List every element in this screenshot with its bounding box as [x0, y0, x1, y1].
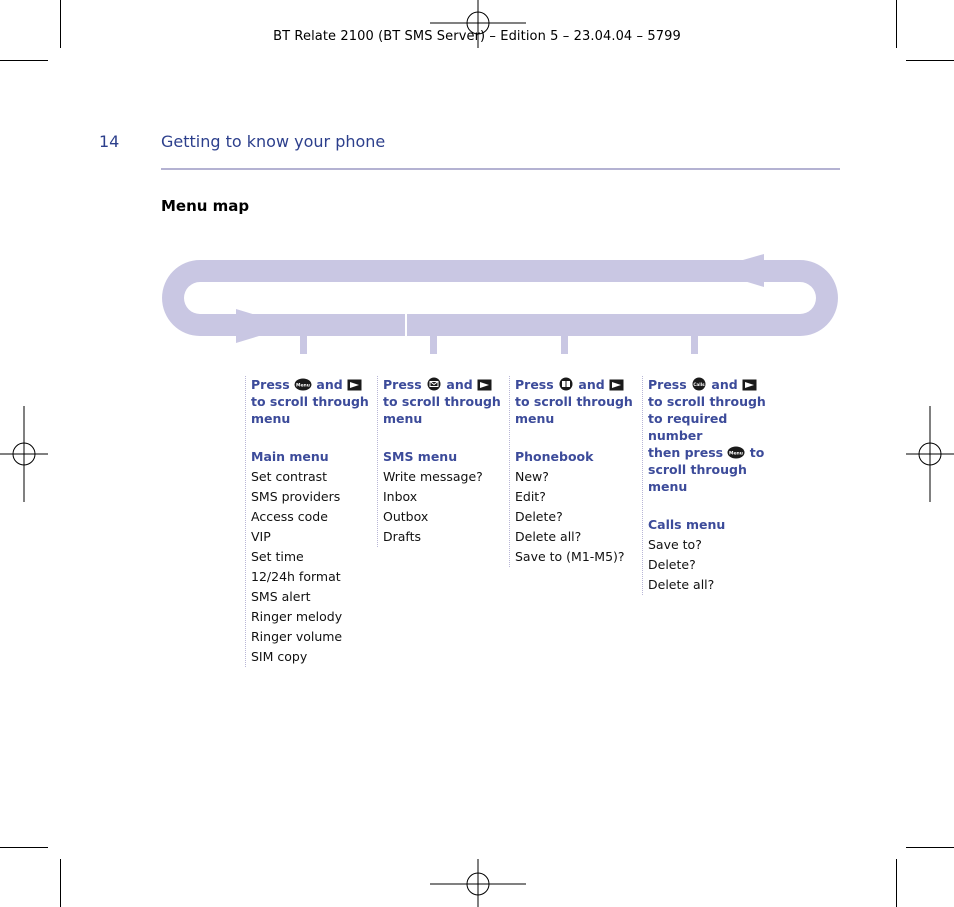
menu-item: Inbox — [383, 489, 418, 504]
column-connector — [691, 336, 698, 354]
loop-divider — [405, 314, 407, 336]
menu-item: Save to (M1-M5)? — [515, 549, 625, 564]
menu-item: Set contrast — [251, 469, 328, 484]
crop-mark — [906, 847, 954, 848]
registration-mark-icon — [430, 859, 526, 907]
instruction — [251, 376, 376, 427]
instruction-text: Press — [648, 377, 687, 392]
instruction-text: to — [749, 445, 765, 460]
scroll-key-icon — [477, 379, 492, 391]
menu-item: Save to? — [648, 537, 702, 552]
menu-item: Delete all? — [648, 577, 715, 592]
instruction — [648, 376, 783, 495]
instruction — [515, 376, 640, 427]
menu-item: Outbox — [383, 509, 429, 524]
menu-item: Edit? — [515, 489, 546, 504]
calls-menu-column — [642, 376, 783, 595]
svg-text:Menu: Menu — [296, 383, 311, 389]
scroll-key-icon — [347, 379, 362, 391]
menu-item: 12/24h format — [251, 569, 341, 584]
instruction-text: and — [446, 377, 473, 392]
menu-item: Delete all? — [515, 529, 582, 544]
menu-item: Ringer volume — [251, 629, 343, 644]
menu-item: VIP — [251, 529, 271, 544]
crop-mark — [60, 859, 61, 907]
crop-mark — [0, 847, 48, 848]
section-title: Getting to know your phone — [161, 132, 386, 151]
page-number: 14 — [99, 132, 120, 151]
scroll-key-icon — [742, 379, 757, 391]
scroll-loop-diagram — [0, 0, 954, 360]
column-connector — [300, 336, 307, 354]
menu-key-icon — [727, 446, 745, 459]
instruction-text: to scroll through menu — [515, 394, 633, 426]
instruction-text: then press — [648, 445, 724, 460]
menu-title: Calls menu — [648, 517, 726, 532]
main-menu-column — [245, 376, 376, 667]
menu-title: Phonebook — [515, 449, 594, 464]
instruction-text: Press — [515, 377, 554, 392]
scroll-key-icon — [609, 379, 624, 391]
menu-item: SMS providers — [251, 489, 341, 504]
sms-menu-column — [377, 376, 508, 547]
menu-item: Delete? — [515, 509, 563, 524]
instruction-text: Press — [383, 377, 422, 392]
instruction-text: and — [316, 377, 343, 392]
menu-item: Delete? — [648, 557, 696, 572]
instruction-text: and — [578, 377, 605, 392]
calls-key-icon — [691, 377, 707, 391]
instruction-text: scroll through menu — [648, 462, 747, 494]
column-connector — [561, 336, 568, 354]
menu-item: Access code — [251, 509, 328, 524]
menu-item: Write message? — [383, 469, 483, 484]
menu-item: SIM copy — [251, 649, 308, 664]
instruction-text: to scroll through menu — [251, 394, 369, 426]
menu-key-icon — [294, 378, 312, 391]
menu-title: SMS menu — [383, 449, 458, 464]
phonebook-key-icon — [558, 377, 574, 391]
instruction — [383, 376, 508, 427]
sms-key-icon — [426, 377, 442, 391]
menu-title: Main menu — [251, 449, 329, 464]
svg-text:Calls: Calls — [693, 381, 705, 387]
menu-item: Set time — [251, 549, 304, 564]
menu-item: SMS alert — [251, 589, 311, 604]
column-connector — [430, 336, 437, 354]
svg-text:Menu: Menu — [729, 451, 744, 457]
crop-mark — [896, 859, 897, 907]
instruction-text: Press — [251, 377, 290, 392]
menu-item: New? — [515, 469, 549, 484]
registration-mark-icon — [906, 406, 954, 502]
instruction-text: and — [711, 377, 738, 392]
registration-mark-icon — [0, 406, 48, 502]
document-info: BT Relate 2100 (BT SMS Server) – Edition 5 – 23.04.04 – 5799 — [273, 29, 681, 44]
page-title: Menu map — [161, 197, 250, 215]
menu-item: Drafts — [383, 529, 422, 544]
phonebook-column — [509, 376, 640, 567]
arrow-left-icon — [708, 254, 764, 287]
instruction-text: to scroll through to required number — [648, 394, 766, 443]
menu-item: Ringer melody — [251, 609, 343, 624]
instruction-text: to scroll through menu — [383, 394, 501, 426]
